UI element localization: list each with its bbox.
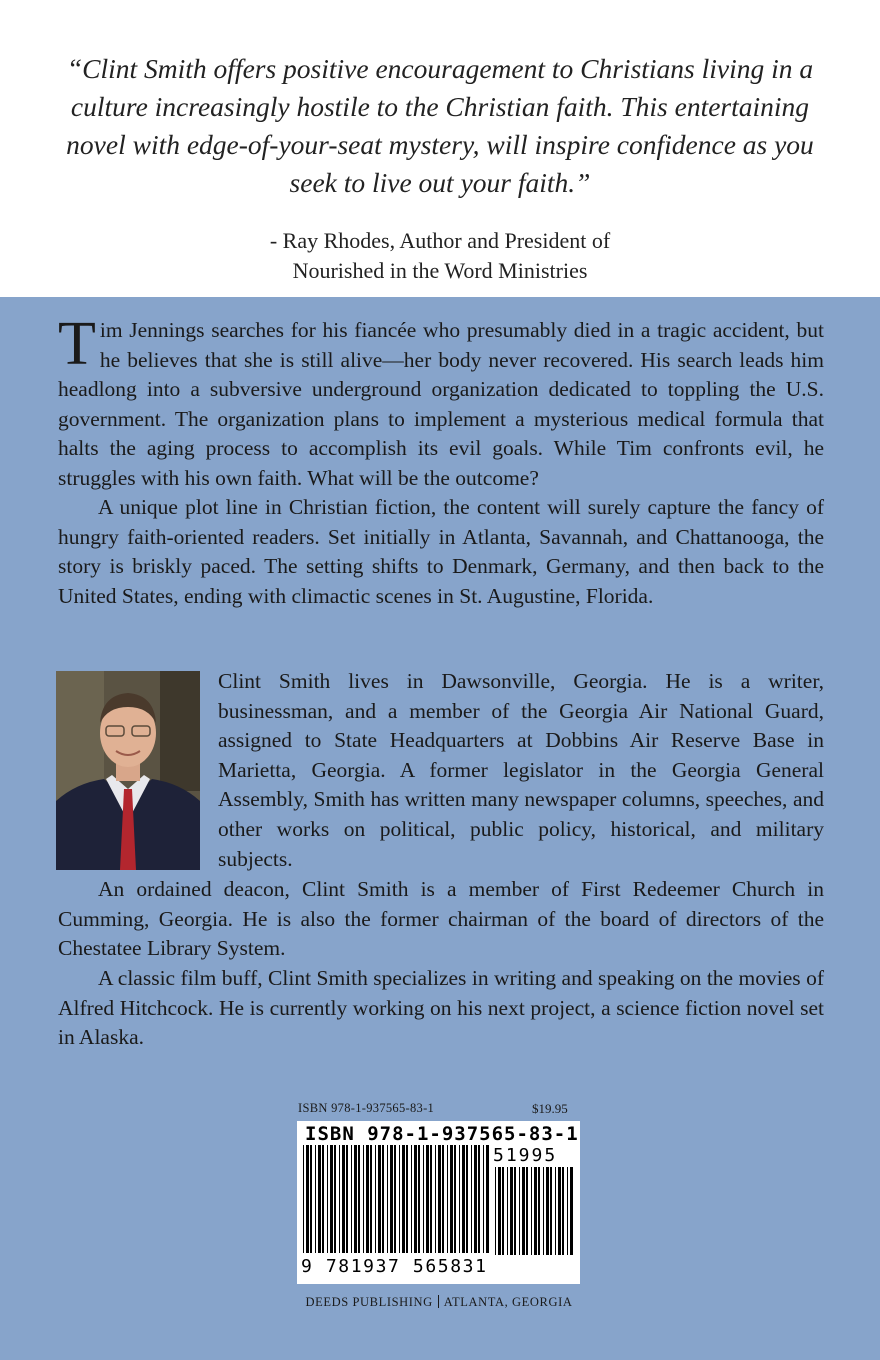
barcode-bar <box>502 1167 504 1255</box>
barcode-bar <box>406 1145 408 1253</box>
barcode-bar <box>562 1167 564 1255</box>
ean-barcode-bars <box>301 1145 491 1263</box>
barcode-bar <box>442 1145 444 1253</box>
attribution-line-2: Nourished in the Word Ministries <box>292 258 588 283</box>
publisher-name: DEEDS PUBLISHING <box>305 1295 433 1309</box>
price: $19.95 <box>532 1101 568 1116</box>
barcode-bar <box>567 1167 568 1255</box>
barcode-bar <box>358 1145 360 1253</box>
author-photo <box>56 671 200 870</box>
barcode-bar <box>351 1145 352 1253</box>
barcode-bar <box>402 1145 405 1253</box>
barcode-bar <box>375 1145 376 1253</box>
barcode-bar <box>423 1145 424 1253</box>
barcode-bar <box>474 1145 477 1253</box>
barcode-bar <box>478 1145 480 1253</box>
barcode-bar <box>450 1145 453 1253</box>
barcode-bar <box>318 1145 321 1253</box>
publisher-divider <box>438 1295 439 1308</box>
synopsis-paragraph-1-text: im Jennings searches for his fiancée who presumably died in a tragic accident, but he believes that she is still alive—her body never recovered. His search leads him headlong into a subversive underground organization dedicated to toppling the U.S. government. The organization plans to implement a mysterious medical formula that halts the aging process to accomplish its evil goals. While Tim confronts evil, he struggles with his own faith. What will be the outcome? <box>58 318 824 490</box>
publisher-location: ATLANTA, GEORGIA <box>443 1295 573 1309</box>
synopsis-paragraph-2: A unique plot line in Christian fiction, the content will surely capture the fancy of hungry faith-oriented readers. Set initially in Atlanta, Savannah, and Chattanooga, the story is briskly paced. The setting shifts to Denmark, Germany, and then back to the United States, ending with climactic scenes in St. Augustine, Florida. <box>58 495 824 608</box>
barcode-bar <box>435 1145 436 1253</box>
barcode-bar <box>519 1167 520 1255</box>
barcode-bar <box>538 1167 540 1255</box>
barcode-bar <box>382 1145 384 1253</box>
barcode-addon-digits: 51995 <box>493 1145 558 1166</box>
barcode-bar <box>495 1167 496 1255</box>
barcode-bar <box>514 1167 516 1255</box>
barcode-bar <box>330 1145 333 1253</box>
barcode-bar <box>546 1167 549 1255</box>
barcode-bar <box>498 1167 501 1255</box>
barcode-bar <box>327 1145 328 1253</box>
synopsis-paragraph-1 <box>58 310 824 494</box>
barcode-bar <box>462 1145 465 1253</box>
barcode-bar <box>315 1145 316 1253</box>
endorsement-quote: “Clint Smith offers positive encouragement to Christians living in a culture increasingly hostile to the Christian faith. This entertaining novel with edge-of-your-seat mystery, will inspire confidence as you seek to live out your faith.” <box>66 53 814 198</box>
barcode-bar <box>418 1145 420 1253</box>
barcode-bar <box>510 1167 513 1255</box>
barcode-bar <box>570 1167 573 1255</box>
barcode-bar <box>558 1167 561 1255</box>
barcode-bar <box>411 1145 412 1253</box>
barcode-bar <box>346 1145 348 1253</box>
barcode-bar <box>370 1145 372 1253</box>
barcode-bar <box>354 1145 357 1253</box>
barcode-bar <box>399 1145 400 1253</box>
barcode-bar <box>303 1145 304 1253</box>
barcode-ean-digits: 9 781937 565831 <box>301 1256 488 1277</box>
barcode-bar <box>438 1145 441 1253</box>
barcode-bar <box>555 1167 556 1255</box>
barcode-bar <box>334 1145 336 1253</box>
author-bio-paragraph-1: Clint Smith lives in Dawsonville, Georgia. He is a writer, businessman, and a member of the Georgia Air National Guard, assigned to State Headquarters at Dobbins Air Reserve Base in Marietta, Georgia. A former legislator in the Georgia General Assembly, Smith has written many newspaper columns, speeches, and other works on political, public policy, historical, and military subjects. <box>218 669 824 871</box>
author-bio-paragraph-2: An ordained deacon, Clint Smith is a member of First Redeemer Church in Cumming, Georgia. He is also the former chairman of the board of directors of the Chestatee Library System. <box>58 877 824 961</box>
barcode-bar <box>306 1145 309 1253</box>
barcode-bar <box>322 1145 324 1253</box>
barcode-bar <box>466 1145 468 1253</box>
isbn-number: ISBN 978-1-937565-83-1 <box>298 1101 435 1115</box>
author-portrait-image <box>56 671 200 870</box>
barcode-bar <box>387 1145 388 1253</box>
barcode-bar <box>531 1167 532 1255</box>
barcode <box>297 1121 580 1284</box>
barcode-bar <box>430 1145 432 1253</box>
attribution-line-1: - Ray Rhodes, Author and President of <box>269 228 611 253</box>
barcode-bar <box>378 1145 381 1253</box>
barcode-bar <box>526 1167 528 1255</box>
barcode-bar <box>454 1145 456 1253</box>
barcode-bar <box>543 1167 544 1255</box>
barcode-bar <box>339 1145 340 1253</box>
barcode-bar <box>534 1167 537 1255</box>
barcode-bar <box>486 1145 489 1253</box>
barcode-bar <box>483 1145 484 1253</box>
barcode-bar <box>550 1167 552 1255</box>
author-bio-paragraph-3: A classic film buff, Clint Smith specializes in writing and speaking on the movies of Alfred Hitchcock. He is currently working on his next project, a science fiction novel set in Alaska. <box>58 966 824 1050</box>
drop-cap: T <box>58 310 96 378</box>
addon-barcode-bars <box>493 1167 575 1259</box>
barcode-bar <box>507 1167 508 1255</box>
endorsement-attribution <box>140 226 740 286</box>
barcode-bar <box>342 1145 345 1253</box>
barcode-isbn-label: ISBN 978-1-937565-83-1 <box>305 1123 579 1145</box>
barcode-bar <box>366 1145 369 1253</box>
barcode-bar <box>414 1145 417 1253</box>
barcode-bar <box>471 1145 472 1253</box>
barcode-bar <box>394 1145 396 1253</box>
barcode-bar <box>447 1145 448 1253</box>
barcode-bar <box>522 1167 525 1255</box>
barcode-bar <box>426 1145 429 1253</box>
barcode-bar <box>363 1145 364 1253</box>
barcode-bar <box>390 1145 393 1253</box>
barcode-bar <box>459 1145 460 1253</box>
barcode-bar <box>310 1145 312 1253</box>
publisher-imprint <box>298 1295 580 1310</box>
